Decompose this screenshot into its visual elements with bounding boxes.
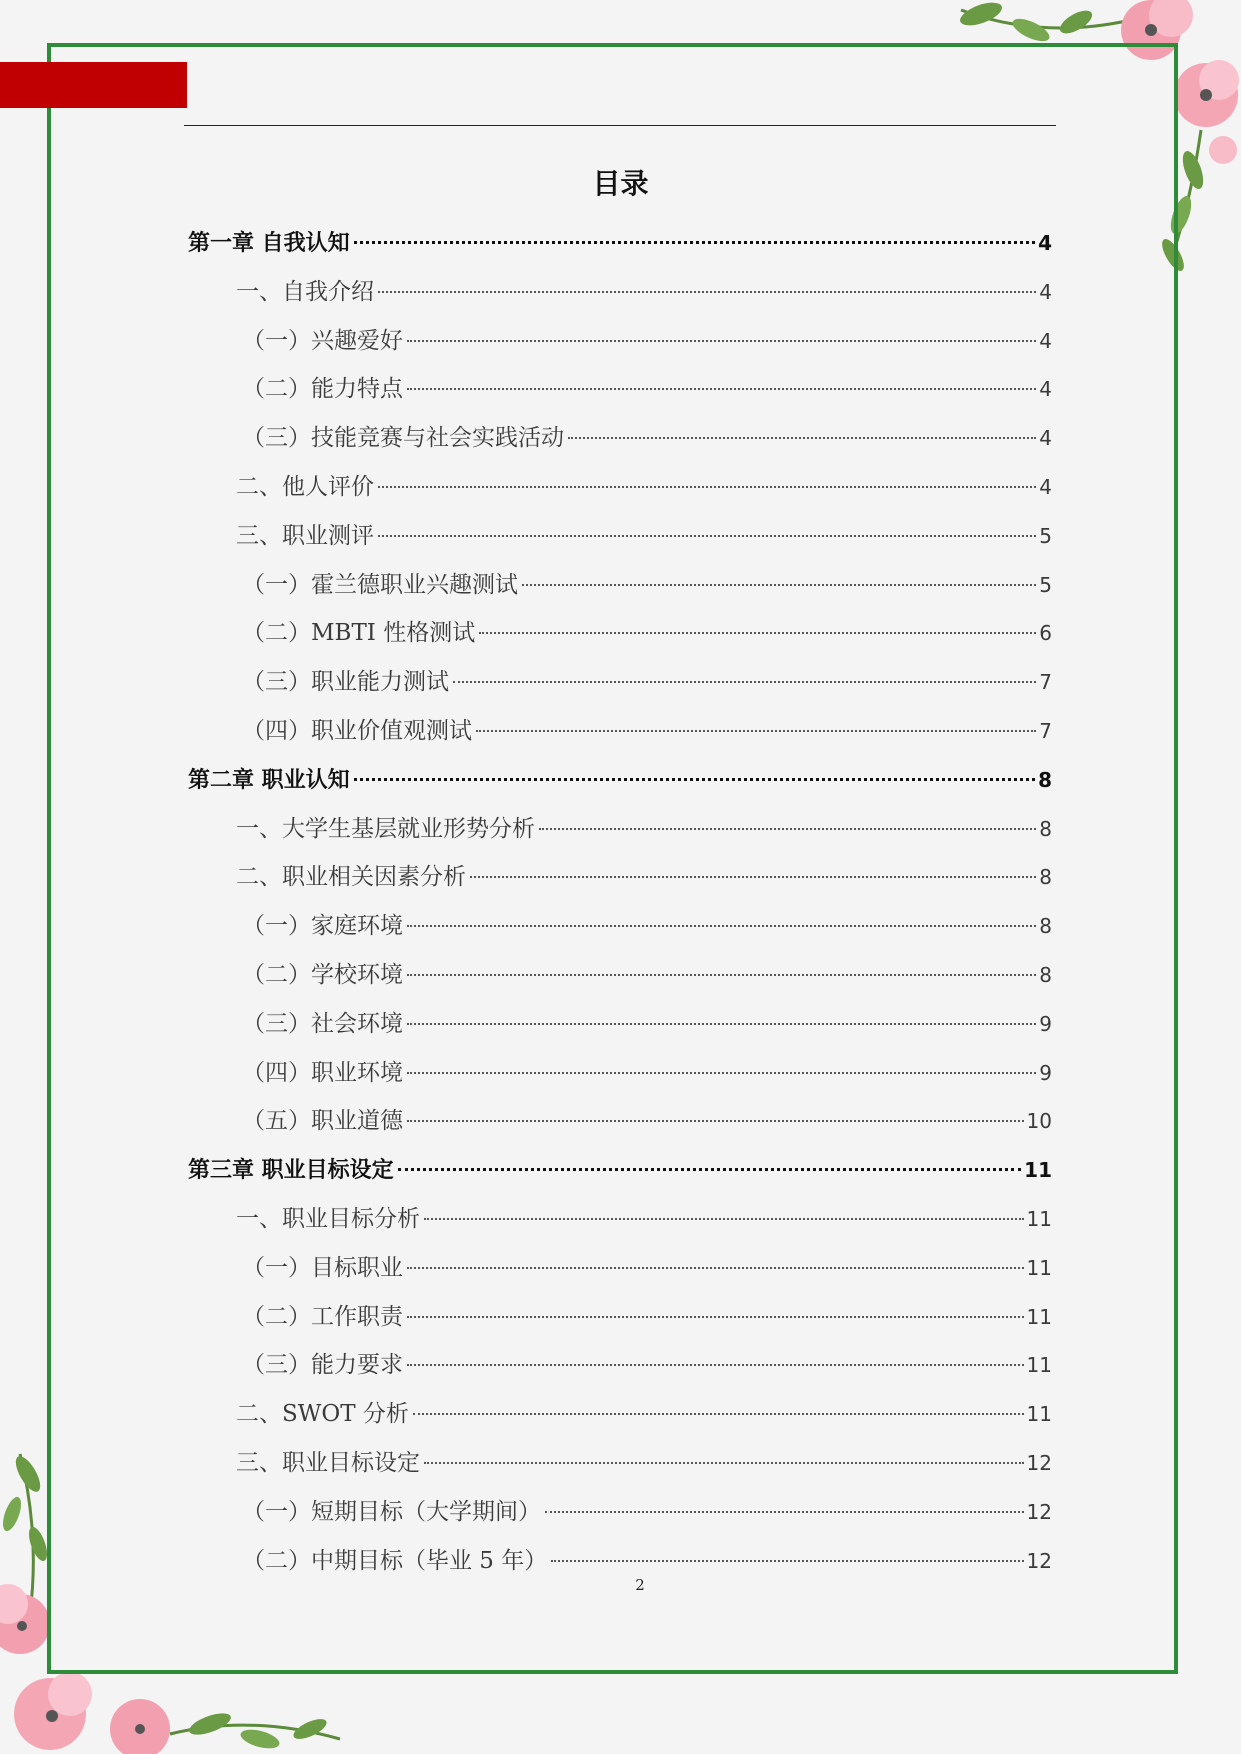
toc-entry[interactable] (188, 1390, 1052, 1439)
toc-leader-dots (407, 1072, 1036, 1074)
toc-leader-dots (398, 1168, 1021, 1171)
toc-entry-title: （一）霍兰德职业兴趣测试 (242, 571, 518, 598)
toc-leader-dots (407, 388, 1036, 390)
toc-entry-title: （四）职业价值观测试 (242, 717, 472, 744)
toc-leader-dots (407, 974, 1036, 976)
toc-leader-dots (354, 241, 1035, 244)
toc-entry-title: 二、他人评价 (236, 473, 374, 500)
toc-entry-title: 第三章 职业目标设定 (188, 1158, 394, 1184)
toc-entry[interactable] (188, 1488, 1052, 1537)
toc-entry-page: 12 (1026, 1450, 1052, 1475)
toc-entry-title: （一）兴趣爱好 (242, 327, 403, 354)
toc-entry-title: （三）社会环境 (242, 1010, 403, 1037)
toc-entry[interactable] (188, 1049, 1052, 1098)
toc-leader-dots (407, 340, 1036, 342)
toc-entry[interactable] (188, 1146, 1052, 1195)
toc-leader-dots (545, 1511, 1024, 1513)
toc-entry[interactable] (188, 1341, 1052, 1390)
toc-entry-page: 11 (1026, 1206, 1052, 1231)
toc-leader-dots (407, 1120, 1024, 1122)
toc-entry-page: 11 (1026, 1255, 1052, 1280)
toc-entry-title: （三）技能竞赛与社会实践活动 (242, 425, 564, 452)
toc-leader-dots (378, 535, 1036, 537)
toc-entry-page: 8 (1039, 914, 1052, 939)
toc-entry-page: 9 (1039, 1060, 1052, 1085)
toc-leader-dots (522, 584, 1036, 586)
toc-entry-title: 第二章 职业认知 (188, 767, 350, 793)
toc-leader-dots (424, 1218, 1024, 1220)
toc-entry[interactable] (188, 463, 1052, 512)
toc-entry[interactable] (188, 756, 1052, 805)
toc-entry[interactable] (188, 1195, 1052, 1244)
toc-entry-title: 第一章 自我认知 (188, 231, 350, 256)
toc-entry-page: 11 (1026, 1353, 1052, 1378)
toc-entry-page: 5 (1039, 572, 1052, 597)
toc-leader-dots (407, 925, 1036, 927)
page-number: 2 (635, 1576, 645, 1594)
toc-entry-page: 11 (1024, 1158, 1052, 1183)
toc-entry-title: 三、职业测评 (236, 522, 374, 549)
toc-leader-dots (479, 632, 1036, 634)
toc-entry-title: （一）目标职业 (242, 1254, 403, 1281)
toc-entry[interactable] (188, 902, 1052, 951)
toc-entry-title: 三、职业目标设定 (236, 1449, 420, 1476)
toc-entry-title: （二）能力特点 (242, 376, 403, 403)
toc-entry[interactable] (188, 512, 1052, 561)
toc-entry-page: 8 (1038, 767, 1052, 792)
toc-entry[interactable] (188, 658, 1052, 707)
toc-entry-title: （一）短期目标（大学期间） (242, 1498, 541, 1525)
toc-entry-page: 7 (1039, 718, 1052, 743)
toc-entry[interactable] (188, 561, 1052, 610)
table-of-contents (188, 219, 1052, 1585)
toc-leader-dots (453, 681, 1036, 683)
toc-leader-dots (407, 1364, 1024, 1366)
toc-title: 目录 (592, 167, 649, 200)
toc-entry-page: 8 (1039, 865, 1052, 890)
toc-entry-page: 6 (1039, 621, 1052, 646)
toc-entry[interactable] (188, 951, 1052, 1000)
toc-entry-page: 4 (1039, 279, 1052, 304)
toc-leader-dots (407, 1023, 1036, 1025)
toc-leader-dots (407, 1267, 1024, 1269)
toc-entry[interactable] (188, 219, 1052, 268)
toc-leader-dots (378, 486, 1036, 488)
toc-entry-page: 12 (1026, 1548, 1052, 1573)
toc-entry-page: 11 (1026, 1304, 1052, 1329)
toc-leader-dots (551, 1560, 1023, 1562)
toc-entry-page: 9 (1039, 1011, 1052, 1036)
toc-entry-page: 12 (1026, 1499, 1052, 1524)
toc-entry-page: 5 (1039, 523, 1052, 548)
toc-entry-title: 一、大学生基层就业形势分析 (236, 815, 535, 842)
toc-leader-dots (470, 876, 1036, 878)
toc-leader-dots (539, 828, 1036, 830)
toc-entry-title: （二）中期目标（毕业 5 年） (242, 1547, 548, 1574)
toc-entry-page: 4 (1039, 328, 1052, 353)
toc-entry-page: 4 (1039, 377, 1052, 402)
toc-entry[interactable] (188, 1097, 1052, 1146)
header-accent-bar (0, 62, 187, 108)
toc-entry-title: 二、SWOT 分析 (236, 1401, 409, 1428)
toc-entry-page: 10 (1026, 1109, 1052, 1134)
toc-leader-dots (476, 730, 1036, 732)
toc-entry-title: （五）职业道德 (242, 1108, 403, 1135)
toc-entry-title: （二）学校环境 (242, 961, 403, 988)
toc-entry[interactable] (188, 707, 1052, 756)
toc-entry-title: （一）家庭环境 (242, 913, 403, 940)
toc-leader-dots (568, 437, 1036, 439)
toc-entry[interactable] (188, 1439, 1052, 1488)
toc-entry[interactable] (188, 1000, 1052, 1049)
toc-entry[interactable] (188, 268, 1052, 317)
toc-entry-page: 8 (1039, 962, 1052, 987)
toc-entry-page: 11 (1026, 1402, 1052, 1427)
toc-entry-title: （四）职业环境 (242, 1059, 403, 1086)
toc-entry-title: （二）工作职责 (242, 1303, 403, 1330)
toc-entry-page: 7 (1039, 670, 1052, 695)
toc-entry[interactable] (188, 1293, 1052, 1342)
toc-entry-title: 二、职业相关因素分析 (236, 864, 466, 891)
header-rule (184, 125, 1056, 126)
toc-entry[interactable] (188, 365, 1052, 414)
toc-leader-dots (413, 1413, 1024, 1415)
toc-leader-dots (424, 1462, 1024, 1464)
toc-entry-title: （三）职业能力测试 (242, 669, 449, 696)
toc-entry[interactable] (188, 317, 1052, 366)
toc-entry[interactable] (188, 414, 1052, 463)
toc-entry-title: （二）MBTI 性格测试 (242, 620, 476, 647)
toc-entry[interactable] (188, 1244, 1052, 1293)
toc-entry-page: 8 (1039, 816, 1052, 841)
toc-entry-title: （三）能力要求 (242, 1352, 403, 1379)
toc-entry[interactable] (188, 609, 1052, 658)
toc-leader-dots (407, 1316, 1024, 1318)
toc-entry-title: 一、自我介绍 (236, 278, 374, 305)
toc-entry[interactable] (188, 853, 1052, 902)
toc-leader-dots (378, 291, 1036, 293)
toc-entry-page: 4 (1038, 231, 1052, 255)
toc-entry-page: 4 (1039, 426, 1052, 451)
toc-entry-title: 一、职业目标分析 (236, 1205, 420, 1232)
toc-entry-page: 4 (1039, 474, 1052, 499)
toc-entry[interactable] (188, 805, 1052, 854)
toc-leader-dots (354, 778, 1035, 781)
